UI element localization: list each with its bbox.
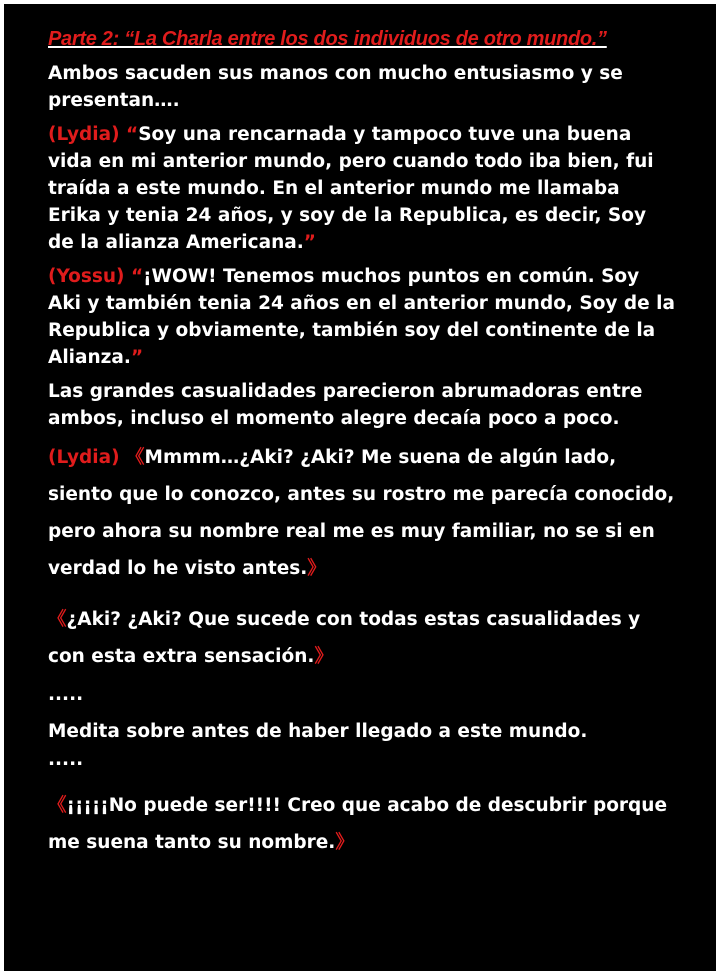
speaker-lydia: (Lydia) <box>48 447 127 468</box>
thought-close: 》 <box>335 832 354 853</box>
thought-open: 《 <box>48 795 67 816</box>
dialogue-yossu-1 <box>48 263 676 371</box>
dialogue-text: Soy una rencarnada y tampoco tuve una buena vida en mi anterior mundo, pero cuando todo iba bien, fui traída a este mundo. En el anterior mundo me llamaba Erika y tenia 24 años, y soy de la Republica, es decir, Soy de la alianza Americana. <box>48 124 654 253</box>
dialogue-lydia-2 <box>48 439 676 587</box>
thought-open: 《 <box>48 609 67 630</box>
speaker-lydia: (Lydia) <box>48 124 127 145</box>
thought-2 <box>48 787 676 861</box>
ellipsis-1: ..... <box>48 684 84 705</box>
thought-close: 》 <box>307 558 326 579</box>
speaker-yossu: (Yossu) <box>48 266 131 287</box>
document-page <box>4 4 716 971</box>
thought-text: ¿Aki? ¿Aki? Que sucede con todas estas casualidades y con esta extra sensación. <box>48 609 641 667</box>
narration-paragraph-1: Ambos sacuden sus manos con mucho entusiasmo y se presentan…. <box>48 63 623 111</box>
quote-open: “ <box>130 266 144 287</box>
thought-1 <box>48 601 676 675</box>
quote-open: “ <box>126 124 139 145</box>
chapter-title: Parte 2: “La Charla entre los dos individuos de otro mundo.” <box>48 28 607 50</box>
thought-close: 》 <box>314 646 333 667</box>
thought-open: 《 <box>126 447 145 468</box>
dialogue-text: ¡WOW! Tenemos muchos puntos en común. Soy Aki y también tenia 24 años en el anterior mundo, Soy de la Republica y obviamente, también soy del continente de la Alianza. <box>48 266 675 368</box>
ellipsis-2: ..... <box>48 749 84 770</box>
dialogue-text: Mmmm…¿Aki? ¿Aki? Me suena de algún lado, siento que lo conozco, antes su rostro me parecía conocido, pero ahora su nombre real me es muy familiar, no se si en verdad lo he visto antes. <box>48 447 675 579</box>
quote-close: ” <box>303 232 316 253</box>
quote-close: ” <box>130 347 144 368</box>
narration-paragraph-2: Las grandes casualidades parecieron abrumadoras entre ambos, incluso el momento alegre decaía poco a poco. <box>48 381 643 429</box>
dialogue-lydia-1 <box>48 121 676 256</box>
narration-paragraph-3: Medita sobre antes de haber llegado a este mundo. <box>48 721 588 742</box>
thought-text: ¡¡¡¡¡No puede ser!!!! Creo que acabo de descubrir porque me suena tanto su nombre. <box>48 795 667 853</box>
